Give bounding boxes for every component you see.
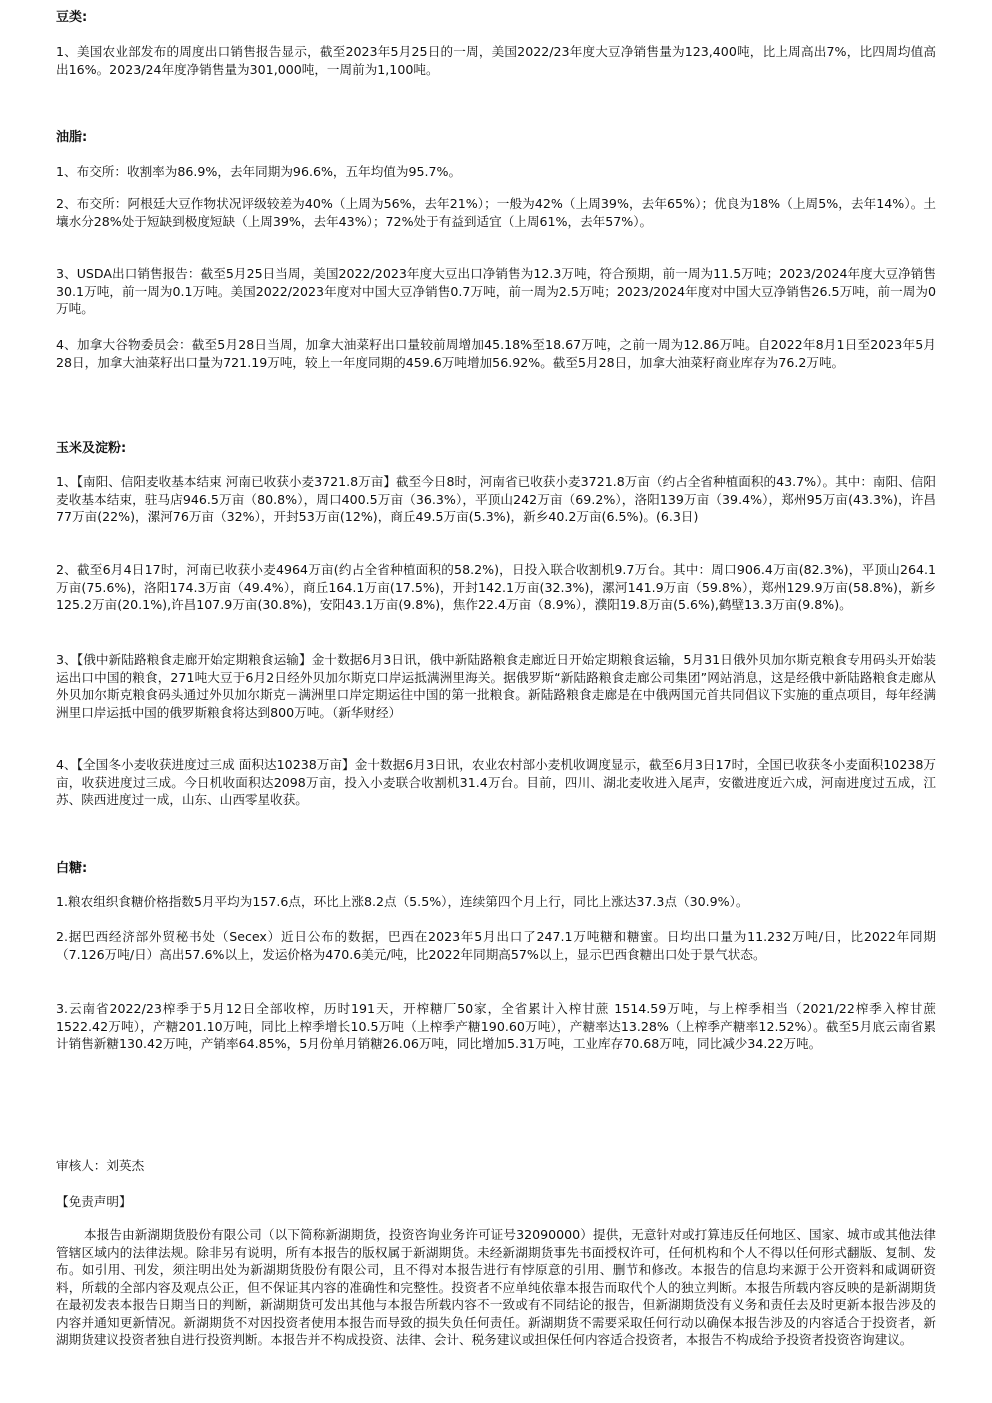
disclaimer-text: 本报告由新湖期货股份有限公司（以下简称新湖期货，投资咨询业务许可证号32090000）提供，无意针对或打算违反任何地区、国家、城市或其他法律管辖区域内的法律法规。除非另有说明，所有本报告的版权属于新湖期货。未经新湖期货事先书面授权许可，任何机构和个人不得以任何形式翻版、复制、发布。如引用、刊发，须注明出处为新湖期货股份有限公司，且不得对本报告进行有悖原意的引用、删节和修改。本报告的信息均来源于公开资料和咸调研资料，所载的全部内容及观点公正，但不保证其内容的准确性和完整性。投资者不应单纯依靠本报告而取代个人的独立判断。本报告所载内容反映的是新湖期货在最初发表本报告日期当日的判断，新湖期货可发出其他与本报告所载内容不一致或有不同结论的报告，但新湖期货没有义务和责任去及时更新本报告涉及的内容并通知更新情况。新湖期货不对因投资者使用本报告而导致的损失负任何责任。新湖期货不需要采取任何行动以确保本报告涉及的内容适合于投资者，新湖期货建议投资者独自进行投资判断。本报告并不构成投资、法律、会计、税务建议或担保任何内容适合投资者，本报告不构成给予投资者投资咨询建议。 — [56, 1227, 936, 1347]
sugar-item-1 — [56, 893, 936, 911]
paragraph: 1.粮农组织食糖价格指数5月平均为157.6点，环比上涨8.2点（5.5%），连续第四个月上行，同比上涨达37.3点（30.9%）。 — [56, 894, 749, 909]
oils-item-4 — [56, 336, 936, 371]
section-title-corn: 玉米及淀粉: — [56, 441, 127, 456]
section-title-soybean: 豆类: — [56, 10, 88, 25]
oils-item-3 — [56, 265, 936, 318]
paragraph: 3、【俄中新陆路粮食走廊开始定期粮食运输】金十数据6月3日讯，俄中新陆路粮食走廊近日开始定期粮食运输，5月31日俄外贝加尔斯克粮食专用码头开始装运出口中国的粮食，271吨大豆于6月2日经外贝加尔斯克口岸运抵满洲里海关。据俄罗斯“新陆路粮食走廊公司集团”网站消息，这是经俄中新陆路粮食走廊从外贝加尔斯克粮食码头通过外贝加尔斯克－满洲里口岸定期运往中国的第一批粮食。新陆路粮食走廊是在中俄两国元首共同倡议下实施的重点项目，每年经满洲里口岸运抵中国的俄罗斯粮食将达到800万吨。（新华财经） — [56, 652, 936, 720]
section-corn — [56, 440, 936, 457]
disclaimer-title: 【免责声明】 — [56, 1194, 132, 1209]
section-oils — [56, 129, 936, 146]
section-title-oils: 油脂: — [56, 130, 88, 145]
oils-item-2 — [56, 195, 936, 230]
oils-item-1 — [56, 163, 936, 181]
paragraph: 4、【全国冬小麦收获进度过三成 面积达10238万亩】金十数据6月3日讯，农业农村部小麦机收调度显示，截至6月3日17时，全国已收获冬小麦面积10238万亩，收获进度过三成。今日机收面积达2098万亩，投入小麦联合收割机31.4万台。目前，四川、湖北麦收进入尾声，安徽进度近六成，河南进度过五成，江苏、陕西进度过一成，山东、山西零星收获。 — [56, 757, 936, 807]
disclaimer-heading — [56, 1193, 936, 1210]
paragraph: 4、加拿大谷物委员会：截至5月28日当周，加拿大油菜籽出口量较前周增加45.18%至18.67万吨，之前一周为12.86万吨。自2022年8月1日至2023年5月28日，加拿大油菜籽出口量为721.19万吨，较上一年度同期的459.6万吨增加56.92%。截至5月28日，加拿大油菜籽商业库存为76.2万吨。 — [56, 337, 936, 370]
paragraph: 2、截至6月4日17时，河南已收获小麦4964万亩(约占全省种植面积的58.2%)，日投入联合收割机9.7万台。其中：周口906.4万亩(82.3%)，平顶山264.1万亩(75.6%)，洛阳174.3万亩（49.4%），商丘164.1万亩(17.5%)，开封142.1万亩(32.3%)，漯河141.9万亩（59.8%），郑州129.9万亩(58.8%)，新乡125.2万亩(20.1%),许昌107.9万亩(30.8%)，安阳43.1万亩(9.8%)，焦作22.4万亩（8.9%），濮阳19.8万亩(5.6%),鹤壁13.3万亩(9.8%)。 — [56, 562, 936, 612]
paragraph: 3.云南省2022/23榨季于5月12日全部收榨，历时191天，开榨糖厂50家，全省累计入榨甘蔗 1514.59万吨，与上榨季相当（2021/22榨季入榨甘蔗1522.42万吨），产糖201.10万吨，同比上榨季增长10.5万吨（上榨季产糖190.60万吨），产糖率达13.28%（上榨季产糖率12.52%）。截至5月底云南省累计销售新糖130.42万吨，产销率64.85%，5月份单月销糖26.06万吨，同比增加5.31万吨，工业库存70.68万吨，同比减少34.22万吨。 — [56, 1001, 936, 1051]
section-sugar — [56, 860, 936, 877]
paragraph: 3、USDA出口销售报告：截至5月25日当周，美国2022/2023年度大豆出口净销售为12.3万吨，符合预期，前一周为11.5万吨；2023/2024年度大豆净销售30.1万吨，前一周为0.1万吨。美国2022/2023年度对中国大豆净销售0.7万吨，前一周为2.5万吨；2023/2024年度对中国大豆净销售26.5万吨，前一周为0万吨。 — [56, 266, 936, 316]
corn-item-1 — [56, 473, 936, 526]
reviewer: 审核人：刘英杰 — [56, 1158, 145, 1173]
paragraph: 1、美国农业部发布的周度出口销售报告显示，截至2023年5月25日的一周，美国2022/23年度大豆净销售量为123,400吨，比上周高出7%，比四周均值高出16%。2023/24年度净销售量为301,000吨，一周前为1,100吨。 — [56, 44, 936, 77]
paragraph: 1、布交所：收割率为86.9%，去年同期为96.6%，五年均值为95.7%。 — [56, 164, 462, 179]
section-soybean — [56, 9, 936, 26]
section-title-sugar: 白糖: — [56, 861, 88, 876]
sugar-item-2 — [56, 928, 936, 963]
corn-item-3 — [56, 651, 936, 721]
paragraph: 2.据巴西经济部外贸秘书处（Secex）近日公布的数据，巴西在2023年5月出口了247.1万吨糖和糖蜜。日均出口量为11.232万吨/日，比2022年同期（7.126万吨/日）高出57.6%以上，发运价格为470.6美元/吨，比2022年同期高57%以上，显示巴西食糖出口处于景气状态。 — [56, 929, 936, 962]
paragraph: 2、布交所：阿根廷大豆作物状况评级较差为40%（上周为56%，去年21%）；一般为42%（上周39%，去年65%）；优良为18%（上周5%，去年14%）。土壤水分28%处于短缺到极度短缺（上周39%，去年43%）；72%处于有益到适宜（上周61%，去年57%）。 — [56, 196, 936, 229]
disclaimer-body — [56, 1226, 936, 1349]
soybean-item-1 — [56, 43, 936, 78]
paragraph: 1、【南阳、信阳麦收基本结束 河南已收获小麦3721.8万亩】截至今日8时，河南省已收获小麦3721.8万亩（约占全省种植面积的43.7%）。其中：南阳、信阳麦收基本结束，驻马店946.5万亩（80.8%），周口400.5万亩（36.3%），平顶山242万亩（69.2%），洛阳139万亩（39.4%），郑州95万亩(43.3%)，许昌77万亩(22%)，漯河76万亩（32%），开封53万亩(12%)，商丘49.5万亩(5.3%)，新乡40.2万亩(6.5%)。(6.3日) — [56, 474, 936, 524]
corn-item-2 — [56, 561, 936, 614]
reviewer-line — [56, 1157, 936, 1174]
corn-item-4 — [56, 756, 936, 809]
sugar-item-3 — [56, 1000, 936, 1053]
